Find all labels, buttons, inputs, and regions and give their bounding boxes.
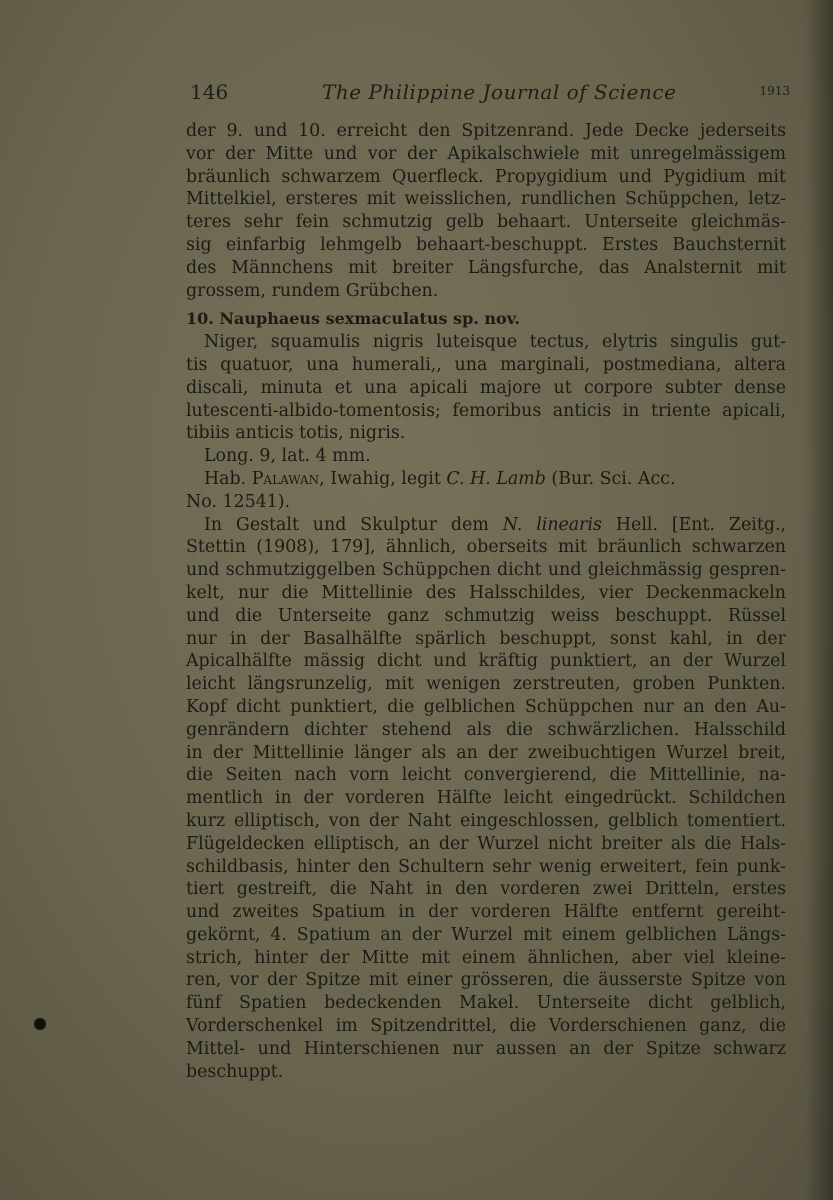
page-number: 146: [190, 80, 229, 104]
text-line: leicht längsrunzelig, mit wenigen zerstreuten, groben Punkten.: [186, 674, 786, 695]
text-line: Stettin (1908), 179], ähnlich, oberseits mit bräunlich schwarzen: [186, 537, 786, 558]
species-heading: 10. Nauphaeus sexmaculatus sp. nov.: [186, 309, 520, 329]
text-line: tis quatuor, una humerali,, una marginali, postmediana, altera: [186, 354, 786, 375]
measurements: Long. 9, lat. 4 mm.: [204, 446, 371, 467]
text-line: der 9. und 10. erreicht den Spitzenrand. Jede Decke jederseits: [186, 121, 786, 141]
running-header: [190, 80, 790, 106]
text-line: schildbasis, hinter den Schultern sehr wenig erweitert, fein punk-: [186, 856, 786, 877]
description-first-line: [186, 514, 786, 537]
first-line-suffix: Hell. [Ent. Zeitg.,: [615, 514, 787, 535]
text-line: Mittelkiel, ersteres mit weisslichen, rundlichen Schüppchen, letz-: [186, 189, 786, 210]
first-line-prefix: In Gestalt und Skulptur dem: [204, 514, 489, 535]
text-line: gekörnt, 4. Spatium an der Wurzel mit einem gelblichen Längs-: [186, 924, 786, 945]
text-line: lutescenti-albido-tomentosis; femoribus anticis in triente apicali,: [186, 400, 786, 421]
text-line: beschuppt.: [186, 1061, 284, 1082]
text-line: strich, hinter der Mitte mit einem ähnlichen, aber viel kleine-: [186, 947, 786, 968]
text-line: bräunlich schwarzem Querfleck. Propygidium und Pygidium mit: [186, 166, 786, 187]
locality: Palawan: [251, 468, 320, 489]
text-line: mentlich in der vorderen Hälfte leicht eingedrückt. Schildchen: [186, 788, 786, 809]
text-line: tibiis anticis totis, nigris.: [186, 423, 406, 444]
text-line: und zweites Spatium in der vorderen Hälfte entfernt gereiht-: [186, 902, 786, 923]
text-line: Mittel- und Hinterschienen nur aussen an der Spitze schwarz: [186, 1038, 786, 1059]
text-line: des Männchens mit breiter Längsfurche, das Analsternit mit: [186, 257, 786, 278]
text-line: und die Unterseite ganz schmutzig weiss beschuppt. Rüssel: [186, 605, 786, 626]
text-line: grossem, rundem Grübchen.: [186, 280, 439, 301]
compared-species: N. linearis: [502, 514, 602, 535]
accession-part-2: No. 12541).: [186, 491, 291, 512]
binding-shadow: [805, 0, 833, 1200]
text-line: kelt, nur die Mittellinie des Halsschildes, vier Deckenmackeln: [186, 582, 786, 603]
text-line: und schmutziggelben Schüppchen dicht und gleichmässig gespren-: [186, 560, 786, 581]
text-line: vor der Mitte und vor der Apikalschwiele mit unregelmässigem: [186, 143, 786, 164]
text-line: in der Mittellinie länger als an der zweibuchtigen Wurzel breit,: [186, 742, 786, 763]
habitat: [186, 468, 786, 514]
text-line: kurz elliptisch, von der Naht eingeschlossen, gelblich tomentiert.: [186, 810, 786, 831]
text-line: teres sehr fein schmutzig gelb behaart. Unterseite gleichmäs-: [186, 212, 786, 233]
habitat-line: [186, 468, 786, 491]
text-line: ren, vor der Spitze mit einer grösseren, die äusserste Spitze von: [186, 970, 786, 991]
text-line: Niger, squamulis nigris luteisque tectus, elytris singulis gut-: [204, 332, 786, 353]
text-line: genrändern dichter stehend als die schwärzlichen. Halsschild: [186, 719, 786, 740]
description-paragraph: [186, 514, 786, 1084]
accession-part-1: (Bur. Sci. Acc.: [551, 468, 676, 489]
text-line: Vorderschenkel im Spitzendrittel, die Vorderschienen ganz, die: [186, 1016, 786, 1037]
text-line: Kopf dicht punktiert, die gelblichen Schüppchen nur an den Au-: [186, 696, 786, 717]
body-text: [186, 120, 786, 1083]
habitat-prefix: Hab.: [204, 468, 247, 489]
continuation-paragraph: [186, 120, 786, 302]
latin-diagnosis: [186, 331, 786, 445]
text-line: discali, minuta et una apicali majore ut corpore subter dense: [186, 377, 786, 398]
text-line: sig einfarbig lehmgelb behaart-beschuppt. Erstes Bauchsternit: [186, 234, 786, 255]
text-line: nur in der Basalhälfte spärlich beschuppt, sonst kahl, in der: [186, 628, 786, 649]
ink-spot: [34, 1018, 46, 1030]
year: 1913: [759, 84, 790, 98]
text-line: Flügeldecken elliptisch, an der Wurzel nicht breiter als die Hals-: [186, 833, 786, 854]
locality-rest: , Iwahig, legit: [319, 468, 441, 489]
collector: C. H. Lamb: [446, 468, 546, 489]
text-line: die Seiten nach vorn leicht convergierend, die Mittellinie, na-: [186, 765, 786, 786]
journal-title: The Philippine Journal of Science: [322, 80, 677, 104]
text-line: tiert gestreift, die Naht in den vorderen zwei Dritteln, erstes: [186, 879, 786, 900]
text-line: Apicalhälfte mässig dicht und kräftig punktiert, an der Wurzel: [186, 651, 786, 672]
text-line: fünf Spatien bedeckenden Makel. Unterseite dicht gelblich,: [186, 993, 786, 1014]
